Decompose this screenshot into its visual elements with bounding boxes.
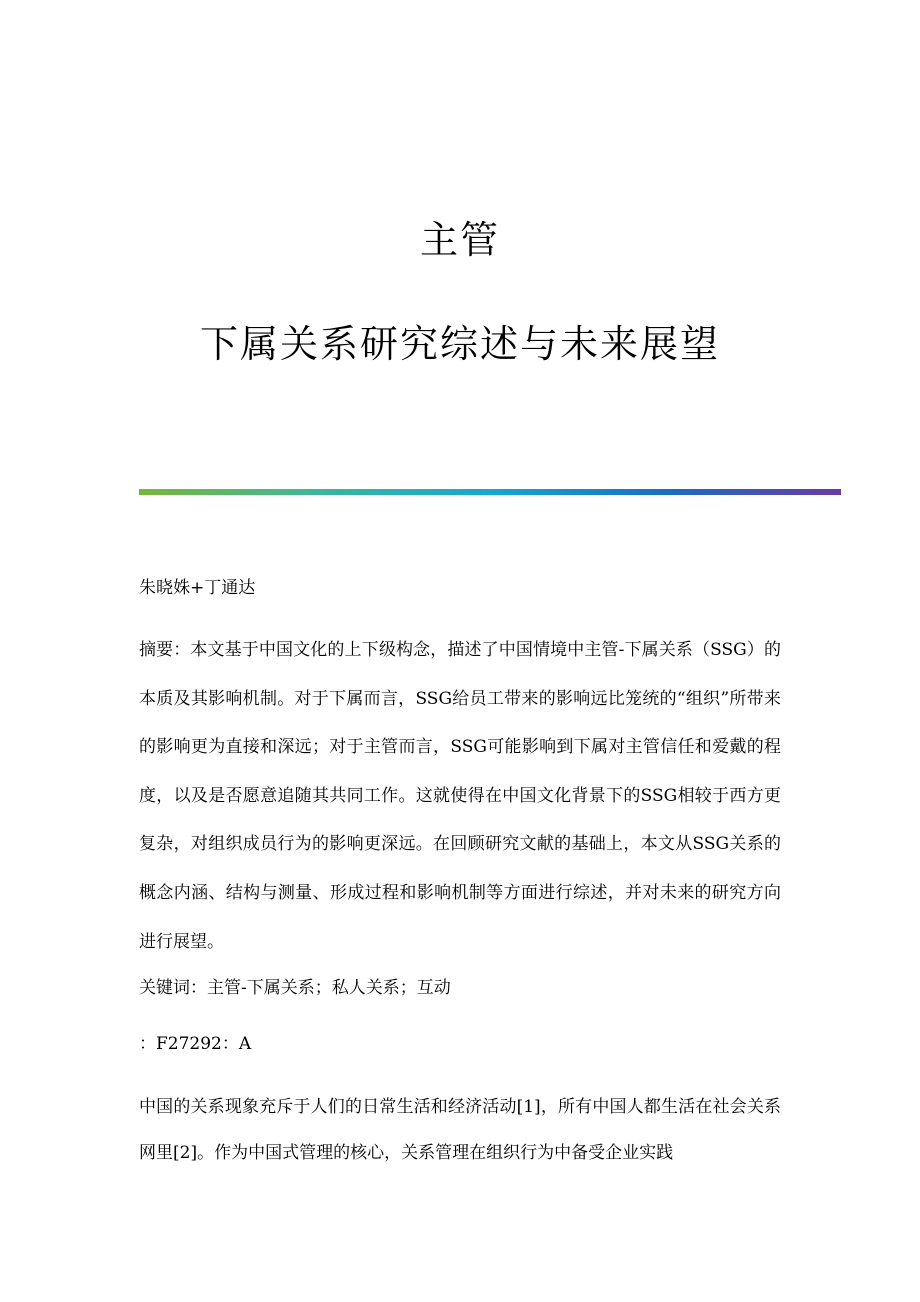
- authors: 朱晓姝+丁通达: [139, 578, 256, 598]
- title-line-1: 主管: [419, 218, 500, 262]
- body-paragraph: 中国的关系现象充斥于人们的日常生活和经济活动[1]，所有中国人都生活在社会关系网里[2]。作为中国式管理的核心，关系管理在组织行为中备受企业实践: [139, 1097, 781, 1163]
- classification-code: ：F27292：A: [139, 1034, 252, 1054]
- gradient-divider: [139, 489, 841, 495]
- title-line-2: 下属关系研究综述与未来展望: [199, 322, 720, 366]
- keywords: 关键词：主管-下属关系；私人关系；互动: [139, 978, 451, 998]
- abstract: 摘要：本文基于中国文化的上下级构念，描述了中国情境中主管-下属关系（SSG）的本质及其影响机制。对于下属而言，SSG给员工带来的影响远比笼统的“组织”所带来的影响更为直接和深远；对于主管而言，SSG可能影响到下属对主管信任和爱戴的程度，以及是否愿意追随其共同工作。这就使得在中国文化背景下的SSG相较于西方更复杂，对组织成员行为的影响更深远。在回顾研究文献的基础上，本文从SSG关系的概念内涵、结构与测量、形成过程和影响机制等方面进行综述，并对未来的研究方向进行展望。: [139, 640, 781, 952]
